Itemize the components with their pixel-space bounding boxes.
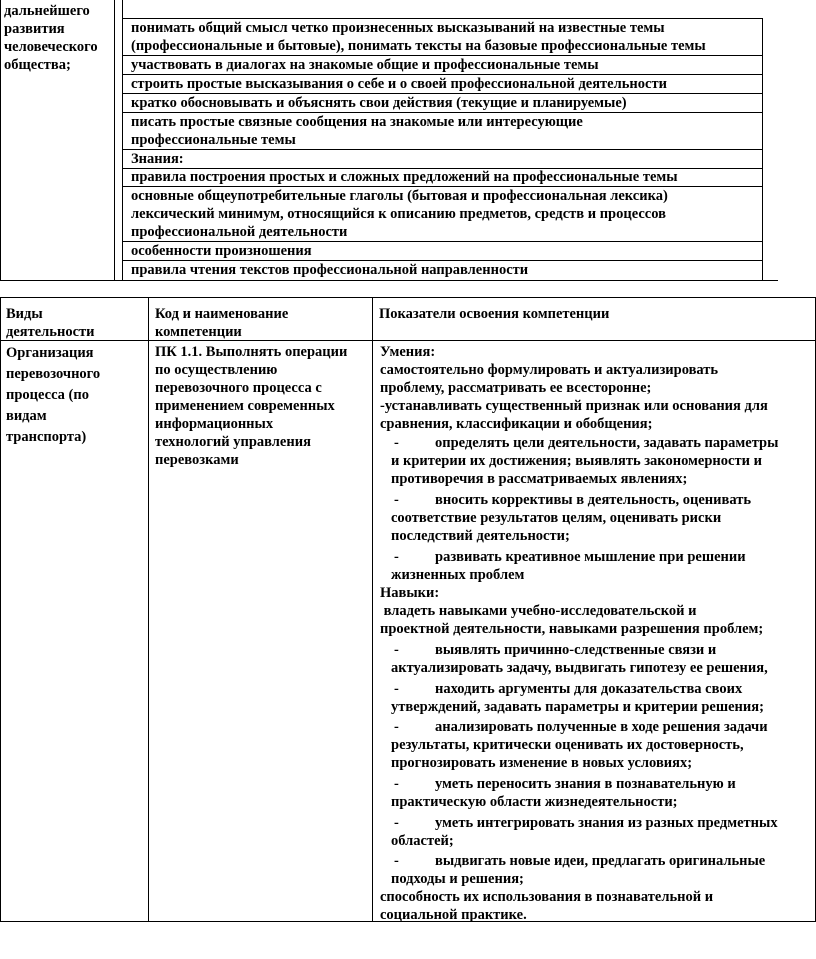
bullet-text: и критерии их достижения; выявлять закономерности и [391, 453, 762, 469]
bullet-dash: - [394, 776, 399, 792]
bullet-text: вносить коррективы в деятельность, оценивать [435, 492, 751, 508]
top-inner-left-border [122, 0, 123, 280]
top-row-heading: Знания: [131, 151, 184, 167]
bullet-text: результаты, критически оценивать их достоверность, [391, 737, 744, 753]
top-row-text: (профессиональные и бытовые), понимать тексты на базовые профессиональные темы [131, 38, 706, 54]
competence-code: применением современных [155, 398, 335, 414]
bullet-text: утверждений, задавать параметры и критерии решения; [391, 699, 764, 715]
activity-type: Организация [6, 345, 94, 361]
bullet-text: подходы и решения; [391, 871, 524, 887]
bottom-col-divider [148, 297, 149, 922]
competence-code: технологий управления [155, 434, 311, 450]
header-col2: компетенции [155, 324, 242, 340]
competence-code: перевозочного процесса с [155, 380, 322, 396]
bottom-table-left-border [0, 297, 1, 922]
bullet-text: противоречия в рассматриваемых явлениях; [391, 471, 688, 487]
top-row-text: профессиональные темы [131, 132, 296, 148]
bullet-text: соответствие результатов целям, оценивать риски [391, 510, 722, 526]
bullet-dash: - [394, 549, 399, 565]
bottom-col-divider [372, 297, 373, 922]
top-row-text: понимать общий смысл четко произнесенных высказываний на известные темы [131, 20, 665, 36]
bullet-text: определять цели деятельности, задавать параметры [435, 435, 779, 451]
bullet-text: практическую области жизнедеятельности; [391, 794, 678, 810]
header-col1: деятельности [6, 324, 95, 340]
competence-code: ПК 1.1. Выполнять операции [155, 344, 348, 360]
bullet-text: областей; [391, 833, 454, 849]
indicator-text: социальной практике. [380, 907, 527, 923]
top-row-text: кратко обосновывать и объяснять свои действия (текущие и планируемые) [131, 95, 627, 111]
bullet-text: уметь интегрировать знания из разных предметных [435, 815, 778, 831]
bullet-text: прогнозировать изменение в новых условиях; [391, 755, 693, 771]
activity-type: перевозочного [6, 366, 101, 382]
indicator-text: -устанавливать существенный признак или основания для [380, 398, 768, 414]
competence-code: по осуществлению [155, 362, 278, 378]
competence-code: перевозками [155, 452, 239, 468]
activity-type: процесса (по [6, 387, 89, 403]
top-row-text: писать простые связные сообщения на знакомые или интересующие [131, 114, 583, 130]
top-left-line: человеческого [4, 39, 98, 55]
top-table-bottom-border [0, 280, 778, 281]
bullet-text: жизненных проблем [391, 567, 525, 583]
top-table-left-border [0, 0, 1, 280]
top-row-text: основные общеупотребительные глаголы (бытовая и профессиональная лексика) [131, 188, 668, 204]
top-row-text: правила построения простых и сложных предложений на профессиональные темы [131, 169, 678, 185]
indicator-text: сравнения, классификации и обобщения; [380, 416, 653, 432]
bullet-dash: - [394, 681, 399, 697]
bullet-text: актуализировать задачу, выдвигать гипотезу ее решения, [391, 660, 768, 676]
bullet-text: последствий деятельности; [391, 528, 570, 544]
indicator-text: самостоятельно формулировать и актуализировать [380, 362, 719, 378]
activity-type: транспорта) [6, 429, 87, 445]
top-left-line: дальнейшего [4, 3, 90, 19]
top-row-text: профессиональной деятельности [131, 224, 348, 240]
bullet-text: уметь переносить знания в познавательную и [435, 776, 736, 792]
bullet-dash: - [394, 853, 399, 869]
indicator-text: владеть навыками учебно-исследовательской и [380, 603, 697, 619]
indicator-text: проблему, рассматривать ее всесторонне; [380, 380, 652, 396]
habits-heading: Навыки: [380, 585, 440, 601]
indicator-text: способность их использования в познавательной и [380, 889, 714, 905]
top-row-text: правила чтения текстов профессиональной направленности [131, 262, 529, 278]
header-row-divider [0, 340, 816, 341]
top-table-col-divider [114, 0, 115, 280]
bullet-text: выявлять причинно-следственные связи и [435, 642, 717, 658]
bullet-dash: - [394, 815, 399, 831]
bullet-dash: - [394, 492, 399, 508]
top-row-text: строить простые высказывания о себе и о своей профессиональной деятельности [131, 76, 667, 92]
bullet-dash: - [394, 435, 399, 451]
activity-type: видам [6, 408, 47, 424]
bottom-table-top-border [0, 297, 816, 298]
header-col1: Виды [6, 306, 43, 322]
top-row-text: лексический минимум, относящийся к описанию предметов, средств и процессов [131, 206, 666, 222]
header-col3: Показатели освоения компетенции [379, 306, 610, 322]
top-left-line: развития [4, 21, 65, 37]
bullet-dash: - [394, 719, 399, 735]
bullet-text: анализировать полученные в ходе решения задачи [435, 719, 768, 735]
competence-code: информационных [155, 416, 274, 432]
bullet-text: развивать креативное мышление при решении [435, 549, 746, 565]
top-row-text: особенности произношения [131, 243, 312, 259]
bullet-text: находить аргументы для доказательства своих [435, 681, 743, 697]
header-col2: Код и наименование [155, 306, 289, 322]
bullet-text: выдвигать новые идеи, предлагать оригинальные [435, 853, 766, 869]
skills-heading: Умения: [380, 344, 436, 360]
indicator-text: проектной деятельности, навыками разрешения проблем; [380, 621, 764, 637]
top-left-line: общества; [4, 57, 71, 73]
bullet-dash: - [394, 642, 399, 658]
top-row-text: участвовать в диалогах на знакомые общие и профессиональные темы [131, 57, 599, 73]
